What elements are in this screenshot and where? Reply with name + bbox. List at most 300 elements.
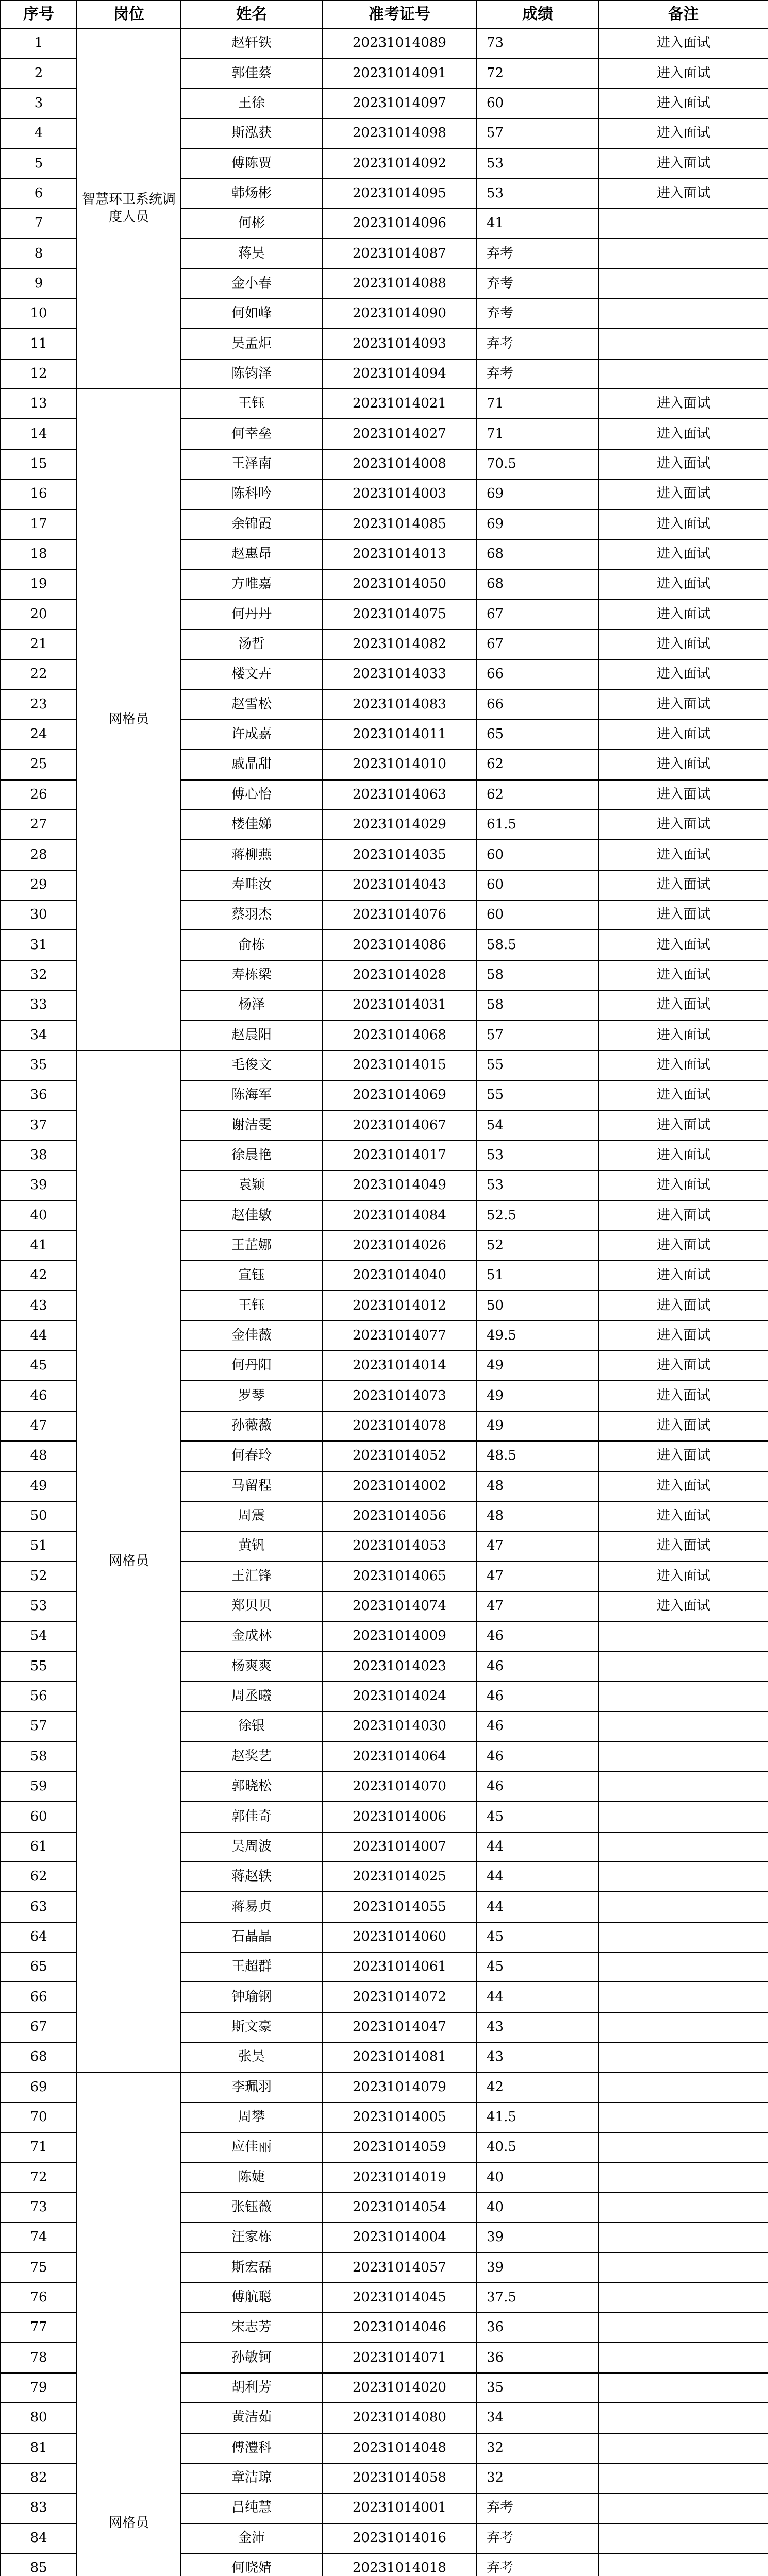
cell-exam-id: 20231014078 [322,1411,477,1441]
cell-name: 蒋昊 [181,239,322,268]
cell-name: 楼文卉 [181,659,322,689]
cell-seq: 82 [1,2463,77,2493]
cell-remark [598,1772,768,1802]
cell-remark: 进入面试 [598,990,768,1020]
cell-remark [598,2103,768,2132]
cell-seq: 62 [1,1862,77,1892]
cell-score: 58 [477,960,598,990]
cell-seq: 67 [1,2012,77,2042]
cell-name: 王泽南 [181,449,322,479]
cell-seq: 84 [1,2523,77,2553]
cell-remark [598,2463,768,2493]
cell-seq: 32 [1,960,77,990]
cell-score: 弃考 [477,299,598,329]
cell-score: 32 [477,2433,598,2463]
cell-score: 弃考 [477,329,598,359]
cell-remark: 进入面试 [598,89,768,118]
cell-name: 赵雪松 [181,690,322,720]
cell-seq: 69 [1,2072,77,2102]
cell-name: 郭佳奇 [181,1802,322,1832]
cell-exam-id: 20231014035 [322,840,477,870]
cell-name: 许成嘉 [181,720,322,750]
cell-remark [598,2042,768,2072]
cell-exam-id: 20231014040 [322,1261,477,1291]
cell-score: 36 [477,2343,598,2372]
cell-name: 应佳丽 [181,2132,322,2162]
cell-score: 55 [477,1050,598,1080]
cell-exam-id: 20231014015 [322,1050,477,1080]
cell-remark: 进入面试 [598,179,768,209]
cell-exam-id: 20231014070 [322,1772,477,1802]
cell-exam-id: 20231014058 [322,2463,477,2493]
cell-seq: 41 [1,1231,77,1261]
cell-exam-id: 20231014061 [322,1952,477,1982]
cell-remark: 进入面试 [598,28,768,58]
cell-seq: 19 [1,569,77,599]
cell-remark [598,1652,768,1682]
cell-name: 王钰 [181,1291,322,1320]
cell-exam-id: 20231014023 [322,1652,477,1682]
cell-score: 68 [477,539,598,569]
cell-remark: 进入面试 [598,449,768,479]
cell-seq: 37 [1,1110,77,1140]
cell-remark: 进入面试 [598,1080,768,1110]
cell-exam-id: 20231014059 [322,2132,477,2162]
cell-score: 46 [477,1652,598,1682]
cell-seq: 59 [1,1772,77,1802]
cell-remark: 进入面试 [598,1231,768,1261]
cell-score: 36 [477,2313,598,2343]
cell-remark [598,1711,768,1741]
cell-name: 韩炀彬 [181,179,322,209]
cell-seq: 72 [1,2162,77,2192]
cell-score: 61.5 [477,810,598,840]
cell-remark: 进入面试 [598,1591,768,1621]
cell-score: 49.5 [477,1321,598,1351]
cell-name: 斯文豪 [181,2012,322,2042]
cell-post: 智慧环卫系统调度人员 [77,28,181,389]
cell-seq: 36 [1,1080,77,1110]
cell-exam-id: 20231014043 [322,870,477,900]
cell-seq: 2 [1,58,77,88]
cell-remark [598,239,768,268]
cell-exam-id: 20231014020 [322,2373,477,2403]
cell-exam-id: 20231014001 [322,2493,477,2523]
cell-exam-id: 20231014080 [322,2403,477,2433]
cell-score: 60 [477,840,598,870]
cell-exam-id: 20231014053 [322,1531,477,1561]
cell-seq: 25 [1,750,77,779]
cell-score: 44 [477,1892,598,1922]
cell-seq: 42 [1,1261,77,1291]
cell-exam-id: 20231014083 [322,690,477,720]
cell-name: 蒋易贞 [181,1892,322,1922]
cell-score: 41.5 [477,2103,598,2132]
cell-score: 弃考 [477,2523,598,2553]
cell-score: 62 [477,750,598,779]
cell-seq: 76 [1,2283,77,2313]
cell-name: 周丞曦 [181,1682,322,1711]
cell-score: 68 [477,569,598,599]
cell-score: 45 [477,1802,598,1832]
cell-score: 51 [477,1261,598,1291]
cell-name: 张钰薇 [181,2193,322,2223]
header-remark: 备注 [598,1,768,28]
cell-name: 金沛 [181,2523,322,2553]
cell-exam-id: 20231014098 [322,118,477,148]
cell-seq: 52 [1,1562,77,1591]
cell-score: 65 [477,720,598,750]
cell-remark: 进入面试 [598,1321,768,1351]
cell-exam-id: 20231014085 [322,510,477,539]
cell-exam-id: 20231014079 [322,2072,477,2102]
cell-exam-id: 20231014077 [322,1321,477,1351]
cell-score: 46 [477,1682,598,1711]
cell-seq: 81 [1,2433,77,2463]
cell-exam-id: 20231014048 [322,2433,477,2463]
cell-score: 57 [477,118,598,148]
cell-name: 孙敏钶 [181,2343,322,2372]
cell-exam-id: 20231014014 [322,1351,477,1381]
cell-score: 46 [477,1772,598,1802]
cell-remark: 进入面试 [598,1261,768,1291]
cell-name: 陈婕 [181,2162,322,2192]
cell-seq: 49 [1,1471,77,1501]
cell-score: 47 [477,1531,598,1561]
cell-name: 张昊 [181,2042,322,2072]
cell-remark [598,299,768,329]
cell-seq: 65 [1,1952,77,1982]
cell-exam-id: 20231014074 [322,1591,477,1621]
cell-remark: 进入面试 [598,389,768,419]
cell-score: 35 [477,2373,598,2403]
cell-name: 石晶晶 [181,1922,322,1952]
cell-name: 何晓婧 [181,2553,322,2576]
cell-name: 何丹阳 [181,1351,322,1381]
table-row [1,389,768,419]
cell-name: 汪家栋 [181,2223,322,2252]
cell-seq: 12 [1,359,77,389]
cell-remark [598,1682,768,1711]
cell-remark: 进入面试 [598,690,768,720]
cell-name: 宋志芳 [181,2313,322,2343]
cell-remark [598,1862,768,1892]
cell-exam-id: 20231014094 [322,359,477,389]
cell-remark: 进入面试 [598,569,768,599]
cell-remark: 进入面试 [598,148,768,178]
cell-seq: 11 [1,329,77,359]
cell-exam-id: 20231014013 [322,539,477,569]
cell-seq: 18 [1,539,77,569]
cell-exam-id: 20231014018 [322,2553,477,2576]
cell-exam-id: 20231014025 [322,1862,477,1892]
cell-name: 谢洁雯 [181,1110,322,1140]
cell-score: 弃考 [477,2553,598,2576]
cell-name: 徐银 [181,1711,322,1741]
cell-exam-id: 20231014031 [322,990,477,1020]
cell-seq: 48 [1,1441,77,1471]
cell-score: 47 [477,1591,598,1621]
cell-seq: 28 [1,840,77,870]
cell-score: 39 [477,2252,598,2282]
cell-score: 48 [477,1471,598,1501]
cell-exam-id: 20231014067 [322,1110,477,1140]
cell-name: 王超群 [181,1952,322,1982]
cell-remark [598,2072,768,2102]
cell-seq: 51 [1,1531,77,1561]
cell-name: 傅陈贾 [181,148,322,178]
cell-exam-id: 20231014024 [322,1682,477,1711]
table-header-row [1,1,768,28]
cell-score: 72 [477,58,598,88]
cell-exam-id: 20231014086 [322,930,477,960]
cell-seq: 30 [1,900,77,930]
cell-exam-id: 20231014089 [322,28,477,58]
cell-name: 赵晨阳 [181,1020,322,1050]
cell-remark [598,2162,768,2192]
cell-score: 69 [477,479,598,509]
cell-seq: 64 [1,1922,77,1952]
cell-score: 弃考 [477,269,598,299]
cell-name: 罗琴 [181,1381,322,1411]
cell-seq: 26 [1,780,77,810]
cell-score: 44 [477,1832,598,1862]
cell-seq: 22 [1,659,77,689]
cell-name: 周震 [181,1501,322,1531]
cell-exam-id: 20231014087 [322,239,477,268]
cell-seq: 71 [1,2132,77,2162]
cell-remark [598,359,768,389]
cell-score: 弃考 [477,359,598,389]
cell-seq: 1 [1,28,77,58]
cell-name: 杨爽爽 [181,1652,322,1682]
cell-score: 60 [477,870,598,900]
cell-name: 傅心怡 [181,780,322,810]
cell-exam-id: 20231014003 [322,479,477,509]
cell-remark [598,2433,768,2463]
cell-seq: 21 [1,630,77,659]
cell-seq: 23 [1,690,77,720]
cell-exam-id: 20231014073 [322,1381,477,1411]
cell-remark [598,1742,768,1772]
cell-remark: 进入面试 [598,930,768,960]
cell-exam-id: 20231014088 [322,269,477,299]
cell-score: 58.5 [477,930,598,960]
cell-score: 50 [477,1291,598,1320]
cell-name: 胡利芳 [181,2373,322,2403]
cell-name: 金小春 [181,269,322,299]
cell-score: 37.5 [477,2283,598,2313]
cell-remark: 进入面试 [598,479,768,509]
cell-name: 赵惠昂 [181,539,322,569]
cell-remark [598,2373,768,2403]
cell-seq: 57 [1,1711,77,1741]
cell-score: 71 [477,389,598,419]
cell-seq: 73 [1,2193,77,2223]
cell-remark: 进入面试 [598,1171,768,1200]
cell-name: 俞栋 [181,930,322,960]
cell-exam-id: 20231014095 [322,179,477,209]
cell-name: 吕纯慧 [181,2493,322,2523]
cell-score: 60 [477,900,598,930]
cell-name: 周攀 [181,2103,322,2132]
cell-remark [598,1621,768,1651]
cell-exam-id: 20231014010 [322,750,477,779]
cell-name: 寿栋梁 [181,960,322,990]
cell-name: 赵佳敏 [181,1200,322,1230]
cell-remark [598,1982,768,2012]
table-body [1,28,768,2576]
header-score: 成绩 [477,1,598,28]
cell-seq: 9 [1,269,77,299]
cell-name: 方唯嘉 [181,569,322,599]
cell-remark [598,2553,768,2576]
cell-remark [598,1892,768,1922]
cell-seq: 85 [1,2553,77,2576]
cell-seq: 3 [1,89,77,118]
cell-exam-id: 20231014029 [322,810,477,840]
cell-name: 蒋赵轶 [181,1862,322,1892]
cell-score: 48.5 [477,1441,598,1471]
cell-seq: 54 [1,1621,77,1651]
cell-remark: 进入面试 [598,1441,768,1471]
cell-seq: 66 [1,1982,77,2012]
cell-exam-id: 20231014054 [322,2193,477,2223]
cell-exam-id: 20231014028 [322,960,477,990]
cell-seq: 56 [1,1682,77,1711]
cell-remark: 进入面试 [598,840,768,870]
cell-score: 40 [477,2162,598,2192]
cell-remark [598,1922,768,1952]
header-exam-id: 准考证号 [322,1,477,28]
cell-name: 何春玲 [181,1441,322,1471]
cell-remark: 进入面试 [598,118,768,148]
cell-seq: 5 [1,148,77,178]
cell-exam-id: 20231014071 [322,2343,477,2372]
cell-remark: 进入面试 [598,659,768,689]
cell-score: 47 [477,1562,598,1591]
cell-remark [598,2493,768,2523]
cell-remark [598,2193,768,2223]
cell-exam-id: 20231014068 [322,1020,477,1050]
cell-remark: 进入面试 [598,1050,768,1080]
cell-name: 郭佳蔡 [181,58,322,88]
cell-exam-id: 20231014005 [322,2103,477,2132]
cell-score: 43 [477,2012,598,2042]
cell-score: 49 [477,1351,598,1381]
cell-seq: 15 [1,449,77,479]
cell-remark: 进入面试 [598,1531,768,1561]
cell-remark: 进入面试 [598,1291,768,1320]
cell-exam-id: 20231014093 [322,329,477,359]
cell-seq: 79 [1,2373,77,2403]
cell-score: 40.5 [477,2132,598,2162]
cell-seq: 33 [1,990,77,1020]
cell-exam-id: 20231014045 [322,2283,477,2313]
cell-remark [598,329,768,359]
cell-score: 44 [477,1862,598,1892]
cell-name: 陈钧泽 [181,359,322,389]
cell-exam-id: 20231014030 [322,1711,477,1741]
cell-exam-id: 20231014081 [322,2042,477,2072]
cell-remark [598,269,768,299]
cell-exam-id: 20231014033 [322,659,477,689]
cell-name: 蒋柳燕 [181,840,322,870]
cell-score: 70.5 [477,449,598,479]
cell-remark: 进入面试 [598,539,768,569]
cell-seq: 31 [1,930,77,960]
cell-remark: 进入面试 [598,1200,768,1230]
cell-name: 戚晶甜 [181,750,322,779]
cell-exam-id: 20231014008 [322,449,477,479]
cell-remark: 进入面试 [598,1141,768,1171]
cell-score: 弃考 [477,2493,598,2523]
cell-seq: 70 [1,2103,77,2132]
cell-exam-id: 20231014004 [322,2223,477,2252]
cell-remark: 进入面试 [598,1381,768,1411]
cell-name: 傅航聪 [181,2283,322,2313]
cell-score: 52.5 [477,1200,598,1230]
cell-name: 何幸垒 [181,419,322,449]
cell-name: 王徐 [181,89,322,118]
cell-name: 何如峰 [181,299,322,329]
cell-exam-id: 20231014056 [322,1501,477,1531]
cell-seq: 24 [1,720,77,750]
cell-seq: 74 [1,2223,77,2252]
cell-exam-id: 20231014075 [322,600,477,630]
cell-remark [598,2343,768,2372]
cell-name: 寿畦汝 [181,870,322,900]
cell-remark: 进入面试 [598,750,768,779]
cell-score: 32 [477,2463,598,2493]
cell-name: 余锦霞 [181,510,322,539]
cell-post: 网格员 [77,1050,181,2073]
header-name: 姓名 [181,1,322,28]
cell-remark [598,209,768,239]
cell-score: 49 [477,1411,598,1441]
cell-exam-id: 20231014002 [322,1471,477,1501]
cell-exam-id: 20231014097 [322,89,477,118]
cell-remark: 进入面试 [598,630,768,659]
cell-name: 王钰 [181,389,322,419]
cell-score: 66 [477,690,598,720]
cell-remark: 进入面试 [598,510,768,539]
cell-name: 郑贝贝 [181,1591,322,1621]
cell-seq: 7 [1,209,77,239]
cell-score: 58 [477,990,598,1020]
cell-exam-id: 20231014016 [322,2523,477,2553]
cell-name: 钟瑜钢 [181,1982,322,2012]
cell-name: 陈海军 [181,1080,322,1110]
cell-name: 赵奖艺 [181,1742,322,1772]
cell-remark [598,2313,768,2343]
cell-remark: 进入面试 [598,720,768,750]
cell-score: 46 [477,1711,598,1741]
cell-exam-id: 20231014047 [322,2012,477,2042]
cell-score: 53 [477,1141,598,1171]
cell-seq: 68 [1,2042,77,2072]
cell-name: 章洁琼 [181,2463,322,2493]
cell-remark [598,2283,768,2313]
cell-exam-id: 20231014050 [322,569,477,599]
cell-name: 孙薇薇 [181,1411,322,1441]
cell-exam-id: 20231014090 [322,299,477,329]
cell-exam-id: 20231014046 [322,2313,477,2343]
cell-remark [598,2403,768,2433]
cell-score: 39 [477,2223,598,2252]
cell-score: 44 [477,1982,598,2012]
cell-name: 陈科吟 [181,479,322,509]
